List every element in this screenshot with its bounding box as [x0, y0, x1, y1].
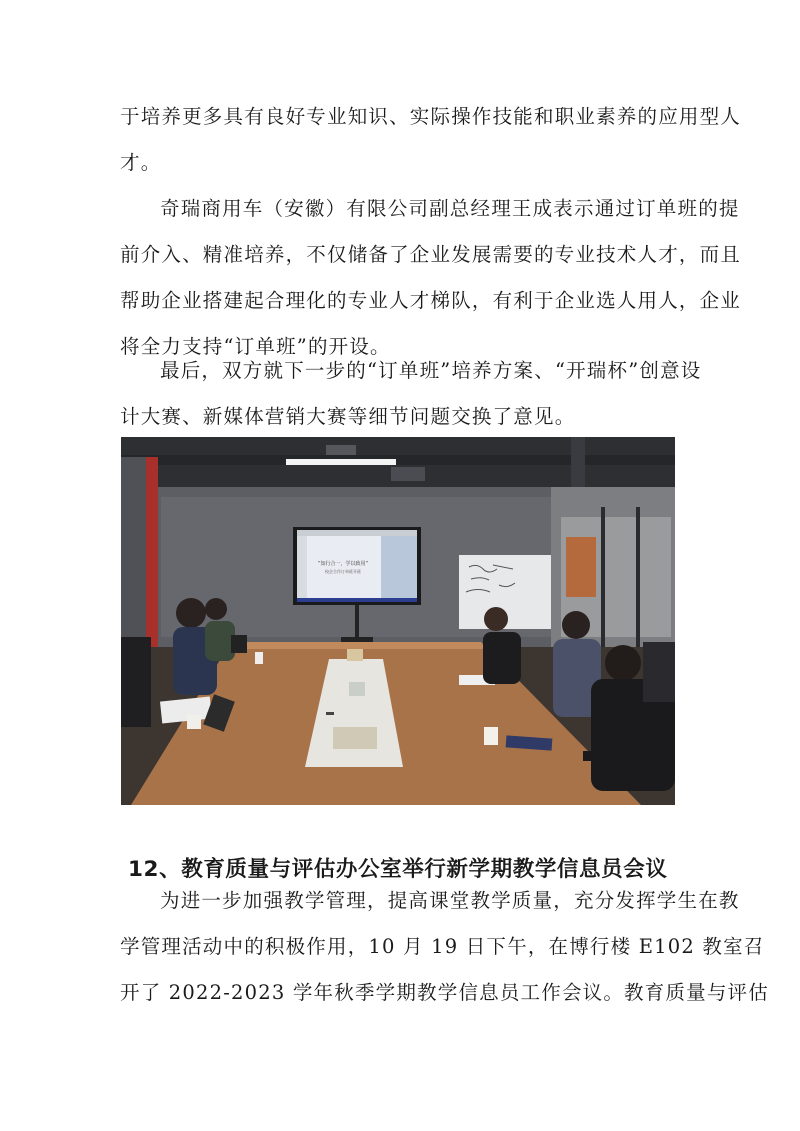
red-pillar: [146, 457, 158, 647]
screen-title: “知行合一，学以致用”: [317, 561, 369, 567]
person-left-2: [205, 621, 235, 661]
text-line: 前介入、精准培养，不仅储备了企业发展需要的专业技术人才，而且: [120, 243, 742, 266]
text-line: 计大赛、新媒体营销大赛等细节问题交换了意见。: [120, 405, 576, 428]
text-line: 将全力支持“订单班”的开设。: [120, 335, 391, 358]
text-line: 学管理活动中的积极作用，10 月 19 日下午，在博行楼 E102 教室召: [120, 935, 765, 958]
paragraph-section-body: [120, 878, 769, 1016]
text-line: 帮助企业搭建起合理化的专业人才梯队，有利于企业选人用人，企业: [120, 289, 742, 312]
text-line: 最后，双方就下一步的“订单班”培养方案、“开瑞杯”创意设: [160, 359, 702, 382]
text-line: 为进一步加强教学管理，提高课堂教学质量，充分发挥学生在教: [160, 889, 740, 912]
section-heading: 12、教育质量与评估办公室举行新学期教学信息员会议: [128, 857, 668, 882]
paragraph-conclusion: [120, 348, 702, 440]
text-line: 才。: [120, 151, 162, 174]
text-line: 于培养更多具有良好专业知识、实际操作技能和职业素养的应用型人: [120, 105, 742, 128]
paragraph-chery-statement: [120, 186, 742, 370]
person-right-1: [483, 632, 521, 684]
text-line: 开了 2022-2023 学年秋季学期教学信息员工作会议。教育质量与评估: [120, 981, 769, 1004]
meeting-photo: [121, 437, 675, 805]
text-line: 奇瑞商用车（安徽）有限公司副总经理王成表示通过订单班的提: [160, 197, 740, 220]
ceiling-light: [286, 459, 396, 465]
paragraph-talent: [120, 94, 742, 186]
screen-subtitle: 校企合作订单班开班: [325, 569, 361, 574]
